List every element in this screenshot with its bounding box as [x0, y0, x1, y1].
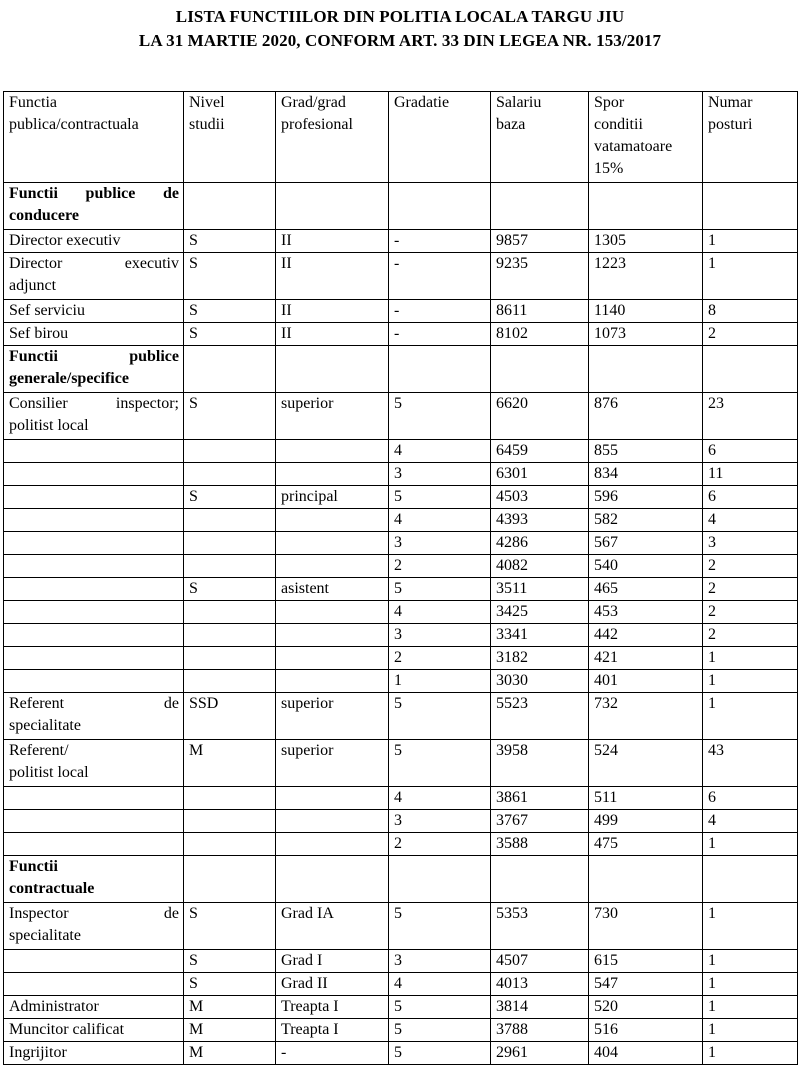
positions-table: [3, 91, 798, 1065]
cell-posturi: 2: [703, 323, 798, 346]
header-line: 15%: [594, 160, 624, 177]
cell-spor: 1140: [589, 300, 703, 323]
cell-posturi: 11: [703, 463, 798, 486]
header-line: Nivel: [189, 94, 225, 111]
cell-line: Ingrijitor: [9, 1044, 67, 1061]
cell-functia: [4, 1042, 184, 1065]
cell-functia: [4, 463, 184, 486]
cell-salariu: 3511: [491, 578, 589, 601]
cell-nivel: S: [184, 300, 276, 323]
header-line: studii: [189, 116, 225, 133]
empty-cell: [703, 856, 798, 903]
cell-functia: [4, 624, 184, 647]
cell-nivel: [184, 810, 276, 833]
cell-posturi: 2: [703, 624, 798, 647]
cell-salariu: 8102: [491, 323, 589, 346]
cell-line: Sef serviciu: [9, 302, 85, 319]
cell-line: politist local: [9, 417, 89, 434]
table-row: [4, 787, 798, 810]
cell-spor: 855: [589, 440, 703, 463]
cell-line: Consilier inspector;: [9, 395, 179, 412]
cell-functia: [4, 903, 184, 950]
cell-spor: 453: [589, 601, 703, 624]
cell-posturi: 1: [703, 996, 798, 1019]
empty-cell: [703, 183, 798, 230]
table-row: [4, 323, 798, 346]
cell-gradatie: 3: [389, 624, 491, 647]
cell-posturi: 1: [703, 670, 798, 693]
cell-grad: superior: [276, 693, 389, 740]
cell-nivel: S: [184, 230, 276, 253]
cell-spor: 499: [589, 810, 703, 833]
header-row: [4, 92, 798, 183]
cell-salariu: 3341: [491, 624, 589, 647]
cell-nivel: S: [184, 578, 276, 601]
cell-salariu: 3030: [491, 670, 589, 693]
header-line: Salariu: [496, 94, 542, 111]
table-row: [4, 393, 798, 440]
table-row: [4, 903, 798, 950]
cell-nivel: S: [184, 393, 276, 440]
cell-nivel: M: [184, 740, 276, 787]
cell-nivel: [184, 647, 276, 670]
cell-salariu: 4507: [491, 950, 589, 973]
header-line: profesional: [281, 116, 353, 133]
cell-salariu: 3788: [491, 1019, 589, 1042]
cell-grad: Grad II: [276, 973, 389, 996]
cell-functia: [4, 973, 184, 996]
empty-cell: [276, 346, 389, 393]
table-row: [4, 647, 798, 670]
cell-salariu: 6301: [491, 463, 589, 486]
cell-line: generale/specifice: [9, 370, 129, 387]
cell-nivel: [184, 670, 276, 693]
table-row: [4, 1019, 798, 1042]
table-row: [4, 578, 798, 601]
cell-grad: [276, 670, 389, 693]
cell-nivel: M: [184, 1042, 276, 1065]
cell-grad: [276, 601, 389, 624]
section-title: [4, 856, 184, 903]
cell-posturi: 6: [703, 486, 798, 509]
table-row: [4, 973, 798, 996]
cell-gradatie: 5: [389, 693, 491, 740]
header-numar-posturi: [703, 92, 798, 183]
cell-spor: 1223: [589, 253, 703, 300]
cell-gradatie: 5: [389, 486, 491, 509]
cell-posturi: 4: [703, 509, 798, 532]
cell-posturi: 4: [703, 810, 798, 833]
cell-grad: Treapta I: [276, 1019, 389, 1042]
table-row: [4, 833, 798, 856]
cell-posturi: 1: [703, 973, 798, 996]
cell-nivel: S: [184, 973, 276, 996]
cell-spor: 834: [589, 463, 703, 486]
cell-posturi: 1: [703, 833, 798, 856]
cell-gradatie: 1: [389, 670, 491, 693]
cell-functia: [4, 693, 184, 740]
cell-grad: [276, 463, 389, 486]
cell-spor: 516: [589, 1019, 703, 1042]
cell-posturi: 1: [703, 693, 798, 740]
table-row: [4, 486, 798, 509]
cell-functia: [4, 555, 184, 578]
empty-cell: [389, 856, 491, 903]
header-nivel-studii: [184, 92, 276, 183]
header-gradatie: [389, 92, 491, 183]
cell-nivel: [184, 601, 276, 624]
cell-grad: [276, 532, 389, 555]
cell-spor: 465: [589, 578, 703, 601]
header-line: Gradatie: [394, 94, 450, 111]
cell-line: politist local: [9, 764, 89, 781]
empty-cell: [389, 346, 491, 393]
cell-posturi: 1: [703, 1042, 798, 1065]
cell-salariu: 3425: [491, 601, 589, 624]
cell-functia: [4, 1019, 184, 1042]
cell-line: Inspector de: [9, 905, 179, 922]
cell-spor: 442: [589, 624, 703, 647]
cell-gradatie: 3: [389, 950, 491, 973]
cell-line: Muncitor calificat: [9, 1021, 125, 1038]
cell-gradatie: 2: [389, 647, 491, 670]
cell-salariu: 9857: [491, 230, 589, 253]
cell-spor: 524: [589, 740, 703, 787]
cell-grad: superior: [276, 393, 389, 440]
empty-cell: [389, 183, 491, 230]
section-row: [4, 183, 798, 230]
cell-posturi: 1: [703, 647, 798, 670]
section-row: [4, 346, 798, 393]
cell-posturi: 3: [703, 532, 798, 555]
cell-nivel: [184, 624, 276, 647]
header-line: conditii: [594, 116, 643, 133]
table-row: [4, 463, 798, 486]
empty-cell: [276, 856, 389, 903]
header-line: Grad/grad: [281, 94, 346, 111]
cell-line: Functii: [9, 858, 58, 875]
cell-spor: 876: [589, 393, 703, 440]
cell-grad: Treapta I: [276, 996, 389, 1019]
cell-gradatie: 2: [389, 833, 491, 856]
cell-posturi: 1: [703, 230, 798, 253]
cell-posturi: 43: [703, 740, 798, 787]
cell-posturi: 6: [703, 787, 798, 810]
table-body: [4, 183, 798, 1065]
table-row: [4, 440, 798, 463]
cell-gradatie: 5: [389, 393, 491, 440]
cell-nivel: S: [184, 903, 276, 950]
cell-line: Referent de: [9, 695, 179, 712]
cell-salariu: 3182: [491, 647, 589, 670]
cell-spor: 1073: [589, 323, 703, 346]
cell-functia: [4, 393, 184, 440]
cell-nivel: [184, 787, 276, 810]
header-grad-profesional: [276, 92, 389, 183]
cell-salariu: 3814: [491, 996, 589, 1019]
cell-functia: [4, 440, 184, 463]
cell-posturi: 1: [703, 903, 798, 950]
cell-gradatie: 4: [389, 440, 491, 463]
empty-cell: [491, 183, 589, 230]
cell-grad: [276, 624, 389, 647]
table-row: [4, 810, 798, 833]
table-row: [4, 624, 798, 647]
header-line: baza: [496, 116, 526, 133]
cell-grad: [276, 555, 389, 578]
cell-gradatie: -: [389, 300, 491, 323]
table-row: [4, 996, 798, 1019]
cell-gradatie: -: [389, 323, 491, 346]
empty-cell: [589, 856, 703, 903]
cell-grad: [276, 810, 389, 833]
table-row: [4, 230, 798, 253]
cell-nivel: S: [184, 486, 276, 509]
cell-functia: [4, 950, 184, 973]
cell-line: Director executiv: [9, 255, 179, 272]
cell-salariu: 4013: [491, 973, 589, 996]
header-salariu-baza: [491, 92, 589, 183]
cell-gradatie: 2: [389, 555, 491, 578]
empty-cell: [184, 183, 276, 230]
section-title: [4, 183, 184, 230]
cell-functia: [4, 996, 184, 1019]
cell-posturi: 23: [703, 393, 798, 440]
cell-spor: 615: [589, 950, 703, 973]
cell-spor: 567: [589, 532, 703, 555]
header-line: Spor: [594, 94, 625, 111]
cell-posturi: 6: [703, 440, 798, 463]
cell-salariu: 3861: [491, 787, 589, 810]
cell-salariu: 4082: [491, 555, 589, 578]
table-row: [4, 670, 798, 693]
cell-nivel: [184, 440, 276, 463]
cell-spor: 596: [589, 486, 703, 509]
cell-spor: 1305: [589, 230, 703, 253]
cell-functia: [4, 323, 184, 346]
header-line: vatamatoare: [594, 138, 673, 155]
title-line-2: LA 31 MARTIE 2020, CONFORM ART. 33 DIN LEGEA NR. 153/2017: [138, 31, 662, 50]
header-functia: [4, 92, 184, 183]
cell-gradatie: -: [389, 253, 491, 300]
cell-gradatie: 3: [389, 810, 491, 833]
cell-salariu: 6620: [491, 393, 589, 440]
cell-salariu: 4286: [491, 532, 589, 555]
cell-salariu: 3767: [491, 810, 589, 833]
cell-line: contractuale: [9, 880, 95, 897]
table-row: [4, 555, 798, 578]
cell-line: Functii publice de: [9, 185, 179, 202]
cell-line: Referent/: [9, 742, 69, 759]
empty-cell: [184, 346, 276, 393]
cell-posturi: 2: [703, 601, 798, 624]
cell-line: adjunct: [9, 277, 57, 294]
cell-spor: 421: [589, 647, 703, 670]
cell-grad: principal: [276, 486, 389, 509]
title-line-1: LISTA FUNCTIILOR DIN POLITIA LOCALA TARGU JIU: [175, 7, 625, 26]
cell-functia: [4, 578, 184, 601]
cell-line: Sef birou: [9, 325, 69, 342]
table-row: [4, 532, 798, 555]
empty-cell: [703, 346, 798, 393]
cell-nivel: S: [184, 323, 276, 346]
cell-functia: [4, 647, 184, 670]
table-row: [4, 950, 798, 973]
cell-grad: II: [276, 323, 389, 346]
cell-spor: 540: [589, 555, 703, 578]
table-row: [4, 601, 798, 624]
cell-spor: 520: [589, 996, 703, 1019]
cell-line: conducere: [9, 207, 79, 224]
header-line: Numar: [708, 94, 753, 111]
table-row: [4, 693, 798, 740]
cell-nivel: [184, 555, 276, 578]
cell-salariu: 6459: [491, 440, 589, 463]
cell-gradatie: 5: [389, 1019, 491, 1042]
cell-nivel: [184, 463, 276, 486]
cell-posturi: 1: [703, 1019, 798, 1042]
cell-spor: 730: [589, 903, 703, 950]
header-line: posturi: [708, 116, 753, 133]
cell-spor: 404: [589, 1042, 703, 1065]
cell-spor: 732: [589, 693, 703, 740]
cell-spor: 582: [589, 509, 703, 532]
cell-salariu: 3958: [491, 740, 589, 787]
cell-posturi: 1: [703, 253, 798, 300]
cell-gradatie: 4: [389, 509, 491, 532]
cell-spor: 511: [589, 787, 703, 810]
cell-line: specialitate: [9, 927, 81, 944]
cell-gradatie: 3: [389, 532, 491, 555]
cell-salariu: 9235: [491, 253, 589, 300]
cell-grad: [276, 509, 389, 532]
cell-gradatie: 4: [389, 601, 491, 624]
header-spor-conditii: [589, 92, 703, 183]
empty-cell: [491, 346, 589, 393]
section-row: [4, 856, 798, 903]
table-row: [4, 740, 798, 787]
cell-posturi: 2: [703, 578, 798, 601]
empty-cell: [589, 346, 703, 393]
cell-gradatie: 4: [389, 787, 491, 810]
cell-grad: II: [276, 253, 389, 300]
cell-grad: II: [276, 300, 389, 323]
cell-nivel: M: [184, 1019, 276, 1042]
cell-grad: -: [276, 1042, 389, 1065]
cell-grad: [276, 833, 389, 856]
cell-nivel: [184, 509, 276, 532]
cell-functia: [4, 230, 184, 253]
cell-functia: [4, 253, 184, 300]
cell-gradatie: 4: [389, 973, 491, 996]
table-row: [4, 509, 798, 532]
section-title: [4, 346, 184, 393]
cell-functia: [4, 509, 184, 532]
cell-functia: [4, 810, 184, 833]
cell-gradatie: 5: [389, 903, 491, 950]
table-row: [4, 1042, 798, 1065]
cell-line: Administrator: [9, 998, 99, 1015]
cell-salariu: 3588: [491, 833, 589, 856]
cell-grad: superior: [276, 740, 389, 787]
cell-nivel: SSD: [184, 693, 276, 740]
empty-cell: [276, 183, 389, 230]
cell-line: Director executiv: [9, 232, 121, 249]
cell-nivel: [184, 532, 276, 555]
cell-salariu: 5523: [491, 693, 589, 740]
cell-grad: asistent: [276, 578, 389, 601]
empty-cell: [491, 856, 589, 903]
cell-gradatie: 5: [389, 996, 491, 1019]
cell-grad: [276, 440, 389, 463]
cell-gradatie: 5: [389, 1042, 491, 1065]
empty-cell: [589, 183, 703, 230]
cell-functia: [4, 601, 184, 624]
cell-posturi: 8: [703, 300, 798, 323]
cell-salariu: 8611: [491, 300, 589, 323]
cell-nivel: S: [184, 950, 276, 973]
cell-salariu: 2961: [491, 1042, 589, 1065]
table-row: [4, 253, 798, 300]
header-line: publica/contractuala: [9, 116, 139, 133]
cell-line: specialitate: [9, 717, 81, 734]
header-line: Functia: [9, 94, 57, 111]
cell-grad: [276, 787, 389, 810]
cell-gradatie: 3: [389, 463, 491, 486]
cell-gradatie: 5: [389, 740, 491, 787]
cell-nivel: M: [184, 996, 276, 1019]
cell-posturi: 2: [703, 555, 798, 578]
cell-grad: [276, 647, 389, 670]
cell-nivel: S: [184, 253, 276, 300]
document-title: [0, 5, 800, 53]
cell-functia: [4, 486, 184, 509]
cell-gradatie: -: [389, 230, 491, 253]
cell-functia: [4, 670, 184, 693]
cell-grad: Grad I: [276, 950, 389, 973]
cell-spor: 547: [589, 973, 703, 996]
cell-nivel: [184, 833, 276, 856]
cell-functia: [4, 740, 184, 787]
cell-posturi: 1: [703, 950, 798, 973]
table-row: [4, 300, 798, 323]
cell-spor: 475: [589, 833, 703, 856]
cell-functia: [4, 300, 184, 323]
cell-salariu: 4393: [491, 509, 589, 532]
empty-cell: [184, 856, 276, 903]
cell-salariu: 4503: [491, 486, 589, 509]
cell-functia: [4, 787, 184, 810]
cell-line: Functii publice: [9, 348, 179, 365]
cell-grad: II: [276, 230, 389, 253]
cell-grad: Grad IA: [276, 903, 389, 950]
cell-salariu: 5353: [491, 903, 589, 950]
cell-gradatie: 5: [389, 578, 491, 601]
cell-spor: 401: [589, 670, 703, 693]
cell-functia: [4, 532, 184, 555]
cell-functia: [4, 833, 184, 856]
